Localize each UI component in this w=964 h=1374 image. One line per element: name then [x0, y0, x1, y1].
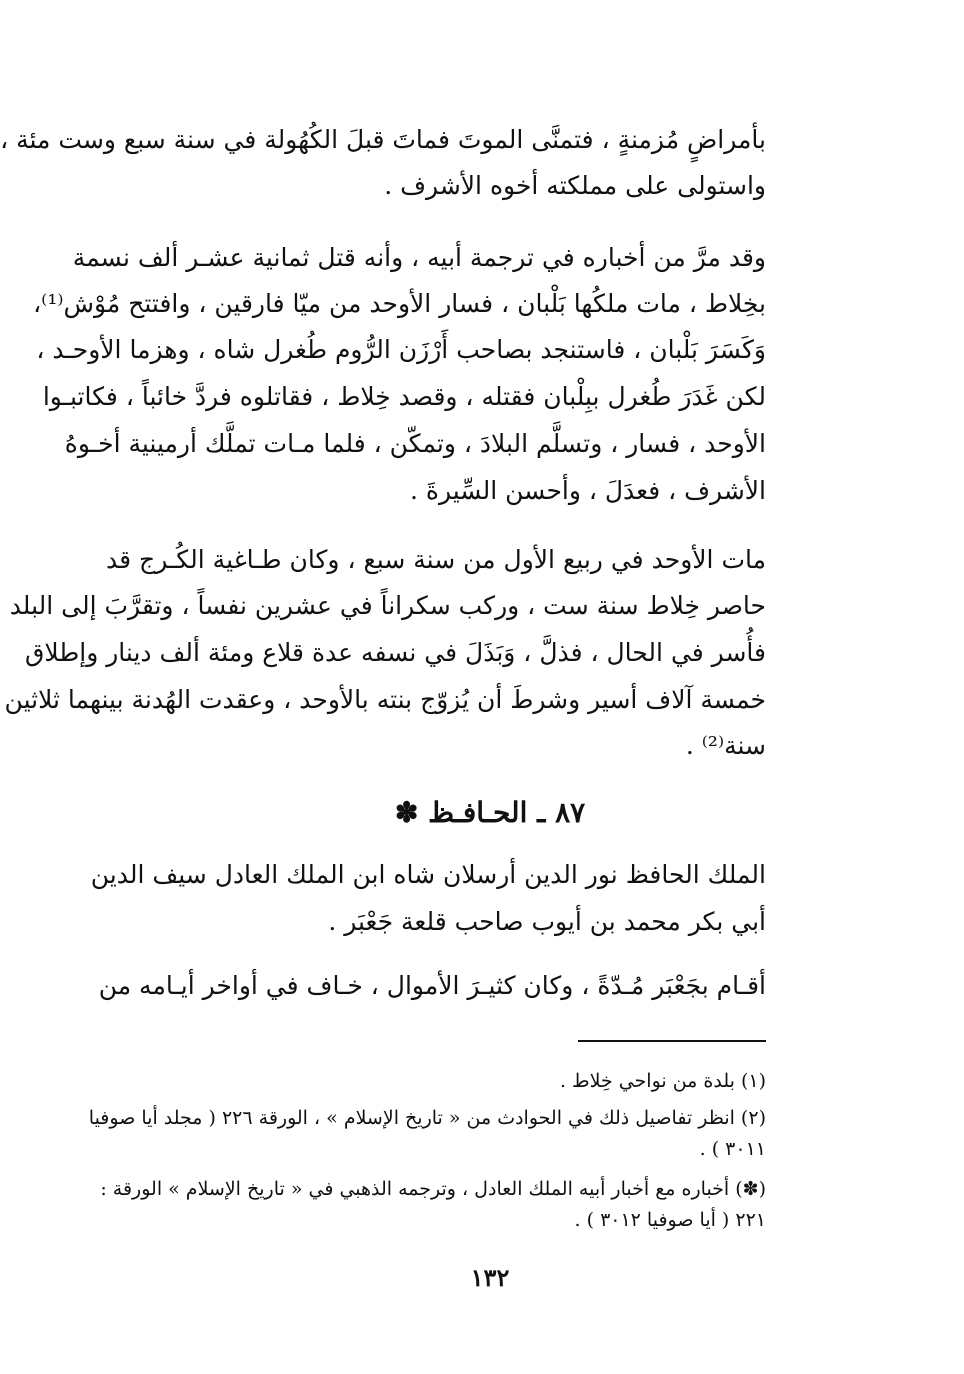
body-line: وقد مرَّ من أخباره في ترجمة أبيه ، وأنه قتل ثمانية عشـر ألف نسمة	[72, 243, 766, 272]
footnote-2: (٢) انظر تفاصيل ذلك في الحوادث من « تاريخ الإسلام » ، الورقة ٢٢٦ ( مجلد أيا صوفيا	[88, 1107, 766, 1129]
footnote-3: (✽) أخباره مع أخبار أبيه الملك العادل ، وترجمه الذهبي في « تاريخ الإسلام » الورقة :	[100, 1178, 766, 1200]
body-line: الأوحد ، فسار ، وتسلَّم البلادَ ، وتمكّن ، فلما مـات تملَّك أرمينية أخـوهُ	[64, 429, 766, 458]
body-line: أقـام بجَعْبَر مُـدّةً ، وكان كثيـرَ الأموال ، خـاف في أواخر أيـامه من	[98, 971, 766, 1000]
footnote-separator	[578, 1040, 766, 1042]
body-line: فأُسر في الحال ، فذلَّ ، وَبَذَلَ في نسفه عدة قلاع ومئة ألف دينار وإطلاق	[25, 638, 766, 667]
body-line: وَكَسَرَ بَلْبان ، فاستنجد بصاحب أَرْزَن الرُّوم طُغرل شاه ، وهزما الأوحـد ،	[36, 335, 766, 364]
body-line: الأشرف ، فعدَلَ ، وأحسن السِّيرةَ .	[409, 476, 766, 505]
page-number: ١٣٢	[470, 1263, 510, 1292]
body-line: سنة⁽²⁾ .	[685, 731, 766, 760]
body-line: بخِلاط ، مات ملكُها بَلْبان ، فسار الأوحد من ميّا فارقين ، وافتتح مُوْش⁽¹⁾،	[33, 289, 766, 318]
body-line: بأمراضٍ مُزمنةٍ ، فتمنَّى الموتَ فماتَ قبلَ الكُهُولة في سنة سبع وست مئة ،	[0, 125, 766, 154]
body-line: مات الأوحد في ربيع الأول من سنة سبع ، وكان طـاغية الكُـرج قد	[106, 545, 766, 574]
body-line: حاصر خِلاط سنة ست ، وركب سكراناً في عشرين نفساً ، وتقرَّبَ إلى البلد	[9, 591, 766, 620]
footnote-3-continued: ٢٢١ ( أيا صوفيا ٣٠١٢ ) .	[574, 1209, 766, 1231]
footnote-2-continued: ٣٠١١ ) .	[699, 1138, 766, 1160]
body-line: لكن غَدَرَ طُغرل ببِلْبان فقتله ، وقصد خِلاط ، فقاتلوه فردَّ خائباً ، فكاتبـوا	[42, 382, 766, 411]
footnote-1: (١) بلدة من نواحي خِلاط .	[559, 1070, 766, 1092]
body-line: واستولى على مملكته أخوه الأشرف .	[384, 171, 766, 200]
section-heading: ٨٧ ـ الحـافـظ ✽	[394, 796, 586, 829]
body-line: أبي بكر محمد بن أيوب صاحب قلعة جَعْبَر .	[328, 907, 766, 936]
body-line: الملك الحافظ نور الدين أرسلان شاه ابن الملك العادل سيف الدين	[90, 860, 766, 889]
body-line: خمسة آلاف أسير وشرطَ أن يُزوّج بنته بالأوحد ، وعقدت الهُدنة بينهما ثلاثين	[4, 685, 766, 714]
